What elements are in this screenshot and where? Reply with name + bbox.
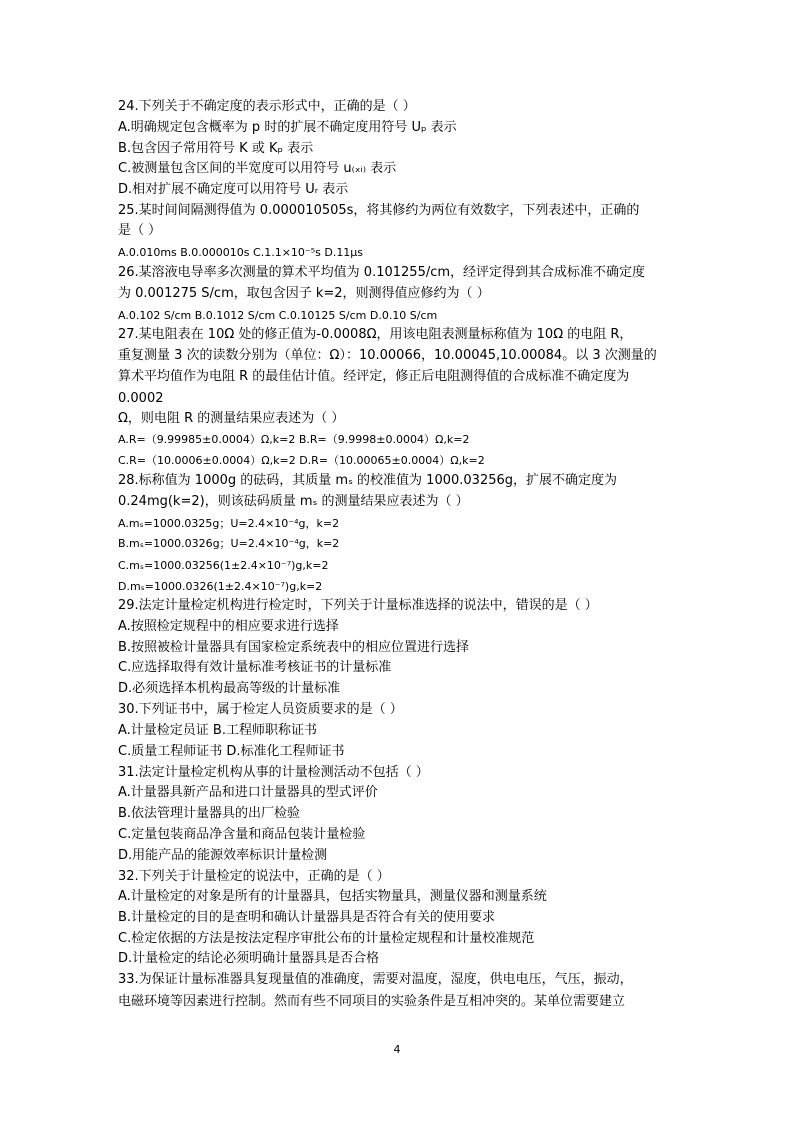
question-25-stem-cont: 是（ ） — [118, 223, 162, 238]
question-29-stem: 29.法定计量检定机构进行检定时，下列关于计量标准选择的说法中，错误的是（ ） — [118, 598, 598, 613]
question-26-stem: 26.某溶液电导率多次测量的算术平均值为 0.101255/cm，经评定得到其合成标准不确定度 — [118, 265, 646, 280]
question-32-stem: 32.下列关于计量检定的说法中，正确的是（ ） — [118, 869, 390, 884]
question-31-option-b: B.依法管理计量器具的出厂检验 — [118, 806, 301, 821]
question-27-stem-cont: 重复测量 3 次的读数分别为（单位：Ω）：10.00066，10.00045,10.00084。以 3 次测量的 — [118, 348, 657, 363]
question-27-stem-cont: 算术平均值作为电阻 R 的最佳估计值。经评定，修正后电阻测得值的合成标准不确定度为 — [118, 369, 630, 384]
question-24-stem: 24.下列关于不确定度的表示形式中，正确的是（ ） — [118, 99, 416, 114]
question-31-option-d: D.用能产品的能源效率标识计量检测 — [118, 848, 328, 863]
question-28-option-b: B.mₛ=1000.0326g；U=2.4×10⁻⁴g，k=2 — [118, 537, 340, 550]
question-32-option-a: A.计量检定的对象是所有的计量器具，包括实物量具，测量仪器和测量系统 — [118, 889, 547, 904]
question-24-option-a: A.明确规定包含概率为 p 时的扩展不确定度用符号 Uₚ 表示 — [118, 120, 457, 135]
question-30-options-cd: C.质量工程师证书 D.标准化工程师证书 — [118, 744, 345, 759]
question-28-option-c: C.mₛ=1000.03256(1±2.4×10⁻⁷)g,k=2 — [118, 559, 329, 572]
question-28-option-d: D.mₛ=1000.0326(1±2.4×10⁻⁷)g,k=2 — [118, 580, 323, 593]
question-29-option-d: D.必须选择本机构最高等级的计量标准 — [118, 681, 341, 696]
question-24-option-c: C.被测量包含区间的半宽度可以用符号 u₍ₓᵢ₎ 表示 — [118, 161, 397, 176]
question-27-stem: 27.某电阻表在 10Ω 处的修正值为-0.0008Ω，用该电阻表测量标称值为 10Ω 的电阻 R， — [118, 327, 633, 342]
question-27-options-cd: C.R=（10.0006±0.0004）Ω,k=2 D.R=（10.00065±0.0004）Ω,k=2 — [118, 454, 485, 467]
question-27-options-ab: A.R=（9.99985±0.0004）Ω,k=2 B.R=（9.9998±0.0004）Ω,k=2 — [118, 433, 470, 446]
question-32-option-d: D.计量检定的结论必须明确计量器具是否合格 — [118, 951, 380, 966]
page-number: 4 — [393, 1043, 401, 1056]
question-28-option-a: A.mₛ=1000.0325g；U=2.4×10⁻⁴g，k=2 — [118, 517, 340, 530]
question-30-stem: 30.下列证书中，属于检定人员资质要求的是（ ） — [118, 702, 403, 717]
question-31-stem: 31.法定计量检定机构从事的计量检测活动不包括（ ） — [118, 765, 429, 780]
question-31-option-a: A.计量器具新产品和进口计量器具的型式评价 — [118, 785, 378, 800]
question-28-stem: 28.标称值为 1000g 的砝码，其质量 mₛ 的校准值为 1000.03256g，扩展不确定度为 — [118, 473, 618, 488]
question-29-option-b: B.按照被检计量器具有国家检定系统表中的相应位置进行选择 — [118, 640, 470, 655]
question-33-stem: 33.为保证计量标准器具复现量值的准确度，需要对温度，湿度，供电电压，气压，振动， — [118, 972, 633, 987]
question-25-options: A.0.010ms B.0.000010s C.1.1×10⁻⁵s D.11μs — [118, 246, 364, 259]
question-31-option-c: C.定量包装商品净含量和商品包装计量检验 — [118, 827, 366, 842]
question-27-stem-cont: 0.0002 — [118, 391, 164, 406]
question-33-stem-cont: 电磁环境等因素进行控制。然而有些不同项目的实验条件是互相冲突的。某单位需要建立 — [118, 994, 626, 1009]
question-24-option-d: D.相对扩展不确定度可以用符号 Uᵣ 表示 — [118, 182, 349, 197]
question-26-options: A.0.102 S/cm B.0.1012 S/cm C.0.10125 S/cm D.0.10 S/cm — [118, 309, 438, 322]
question-25-stem: 25.某时间间隔测得值为 0.000010505s，将其修约为两位有效数字，下列表述中，正确的 — [118, 203, 640, 218]
question-29-option-a: A.按照检定规程中的相应要求进行选择 — [118, 619, 339, 634]
question-29-option-c: C.应选择取得有效计量标准考核证书的计量标准 — [118, 660, 392, 675]
question-28-stem-cont: 0.24mg(k=2)，则该砝码质量 mₛ 的测量结果应表述为（ ） — [118, 494, 469, 509]
question-26-stem-cont: 为 0.001275 S/cm，取包含因子 k=2，则测得值应修约为（ ） — [118, 286, 490, 301]
question-27-stem-cont: Ω，则电阻 R 的测量结果应表述为（ ） — [118, 411, 345, 426]
question-30-options-ab: A.计量检定员证 B.工程师职称证书 — [118, 723, 317, 738]
question-32-option-c: C.检定依据的方法是按法定程序审批公布的计量检定规程和计量校准规范 — [118, 931, 535, 946]
question-32-option-b: B.计量检定的目的是查明和确认计量器具是否符合有关的使用要求 — [118, 910, 496, 925]
question-24-option-b: B.包含因子常用符号 K 或 Kₚ 表示 — [118, 141, 314, 156]
